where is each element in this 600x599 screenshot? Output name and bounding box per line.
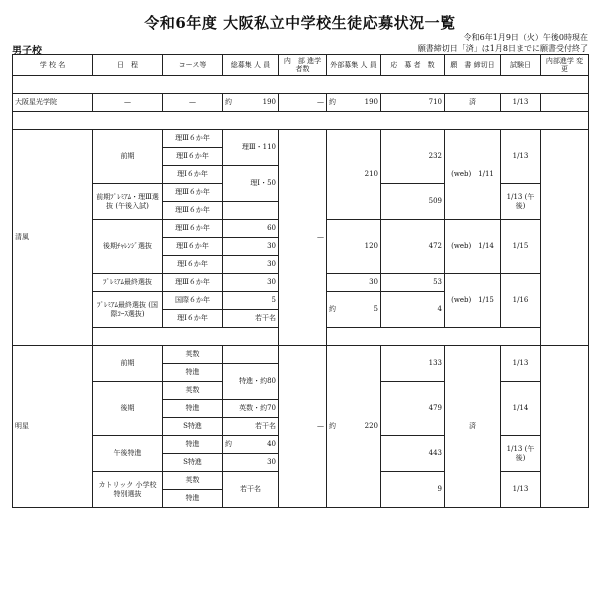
course-cell: 特進 — [163, 364, 223, 382]
header-row — [13, 55, 589, 76]
header-external-quota: 外部募集 人 員 — [327, 55, 381, 76]
schedule-cell: ﾌﾟﾚﾐｱﾑ最終選抜 (国際ｺｰｽ選抜) — [93, 292, 163, 328]
deadline-cell: (web) 1/14 — [445, 220, 501, 274]
applicants-cell: 4 — [381, 292, 445, 328]
exam-date-cell: 1/13 (午後) — [501, 436, 541, 472]
course-cell: 理Ⅰ６か年 — [163, 166, 223, 184]
applicants-cell: 479 — [381, 382, 445, 436]
total-quota-cell — [223, 346, 279, 364]
internal-change-cell — [541, 130, 589, 346]
total-quota-cell: 若干名 — [223, 472, 279, 508]
internal-cell: — — [279, 130, 327, 346]
course-cell: 英数 — [163, 346, 223, 364]
spacer-row — [13, 76, 589, 94]
header-course: コース等 — [163, 55, 223, 76]
total-quota-cell: 30 — [223, 454, 279, 472]
applicants-cell: 472 — [381, 220, 445, 274]
table-row — [13, 94, 589, 112]
total-quota-cell — [223, 202, 279, 220]
internal-cell: — — [279, 94, 327, 112]
course-cell: 特進 — [163, 490, 223, 508]
deadline-cell: 済 — [445, 94, 501, 112]
deadline-cell: (web) 1/11 — [445, 130, 501, 220]
course-cell: 理Ⅰ６か年 — [163, 310, 223, 328]
page-title: 令和6年度 大阪私立中学校生徒応募状況一覧 — [144, 14, 456, 32]
applicant-table — [12, 54, 589, 508]
course-cell: — — [163, 94, 223, 112]
external-quota-cell: 210 — [327, 130, 381, 220]
exam-date-cell: 1/13 — [501, 346, 541, 382]
total-quota-cell: 理Ⅲ・110 — [223, 130, 279, 166]
section-title: 男子校 — [12, 46, 42, 57]
schedule-cell: ﾌﾟﾚﾐｱﾑ最終選抜 — [93, 274, 163, 292]
external-quota-cell: 約 5 — [327, 292, 381, 328]
schedule-cell: 前期 — [93, 346, 163, 382]
course-cell: 理Ⅱ６か年 — [163, 148, 223, 166]
header-schedule: 日 程 — [93, 55, 163, 76]
course-cell: 理Ⅲ６か年 — [163, 202, 223, 220]
as-of-date: 令和6年1月9日（火）午後0時現在 — [463, 33, 588, 42]
course-cell: 特進 — [163, 436, 223, 454]
schedule-cell: 前期ﾌﾟﾚﾐｱﾑ・理Ⅲ選抜 (午後入試) — [93, 184, 163, 220]
applicants-cell: 53 — [381, 274, 445, 292]
internal-change-cell — [541, 94, 589, 112]
course-cell: 英数 — [163, 472, 223, 490]
applicants-cell: 443 — [381, 436, 445, 472]
deadline-note: 願書締切日「済」は1月8日までに願書受付終了 — [417, 44, 588, 53]
table-row — [13, 130, 589, 148]
external-quota-cell: 約 220 — [327, 346, 381, 508]
spacer-row — [93, 328, 541, 346]
total-quota-cell: 30 — [223, 256, 279, 274]
course-cell: 理Ⅰ６か年 — [163, 256, 223, 274]
exam-date-cell: 1/13 (午後) — [501, 184, 541, 220]
exam-date-cell: 1/15 — [501, 220, 541, 274]
internal-change-cell — [541, 346, 589, 508]
header-school: 学 校 名 — [13, 55, 93, 76]
school-name: 大阪星光学院 — [13, 94, 93, 112]
total-quota-cell: 若干名 — [223, 418, 279, 436]
header-internal-change: 内部進学 変更 — [541, 55, 589, 76]
schedule-cell: 午後特進 — [93, 436, 163, 472]
header-exam-date: 試験日 — [501, 55, 541, 76]
external-quota-cell: 120 — [327, 220, 381, 274]
spacer-row — [13, 112, 589, 130]
deadline-cell: (web) 1/15 — [445, 274, 501, 328]
schedule-cell: 前期 — [93, 130, 163, 184]
applicants-cell: 710 — [381, 94, 445, 112]
course-cell: 特進 — [163, 400, 223, 418]
deadline-cell: 済 — [445, 346, 501, 508]
table-row — [13, 346, 589, 364]
course-cell: S特進 — [163, 454, 223, 472]
total-quota-cell: 英数・約70 — [223, 400, 279, 418]
course-cell: 国際６か年 — [163, 292, 223, 310]
course-cell: 理Ⅱ６か年 — [163, 238, 223, 256]
header-total-quota: 総募集 人 員 — [223, 55, 279, 76]
course-cell: 理Ⅲ６か年 — [163, 220, 223, 238]
total-quota-cell: 約 40 — [223, 436, 279, 454]
applicants-cell: 9 — [381, 472, 445, 508]
internal-cell: — — [279, 346, 327, 508]
total-quota-cell: 若干名 — [223, 310, 279, 328]
schedule-cell: 後期 — [93, 382, 163, 436]
exam-date-cell: 1/13 — [501, 472, 541, 508]
course-cell: 理Ⅲ６か年 — [163, 130, 223, 148]
applicants-cell: 509 — [381, 184, 445, 220]
course-cell: S特進 — [163, 418, 223, 436]
applicants-cell: 133 — [381, 346, 445, 382]
total-quota-cell: 60 — [223, 220, 279, 238]
exam-date-cell: 1/13 — [501, 130, 541, 184]
course-cell: 英数 — [163, 382, 223, 400]
schedule-cell: カトリック 小学校 特別選抜 — [93, 472, 163, 508]
total-quota-cell: 約 190 — [223, 94, 279, 112]
header-internal: 内 部 進学者数 — [279, 55, 327, 76]
school-name: 清風 — [13, 130, 93, 346]
exam-date-cell: 1/13 — [501, 94, 541, 112]
total-quota-cell: 30 — [223, 238, 279, 256]
course-cell: 理Ⅲ６か年 — [163, 274, 223, 292]
school-name: 明星 — [13, 346, 93, 508]
applicants-cell: 232 — [381, 130, 445, 184]
exam-date-cell: 1/14 — [501, 382, 541, 436]
total-quota-cell: 5 — [223, 292, 279, 310]
total-quota-cell: 30 — [223, 274, 279, 292]
schedule-cell: — — [93, 94, 163, 112]
header-applicants: 応 募 者 数 — [381, 55, 445, 76]
course-cell: 理Ⅲ６か年 — [163, 184, 223, 202]
total-quota-cell: 特進・約80 — [223, 364, 279, 400]
external-quota-cell: 約 190 — [327, 94, 381, 112]
header-deadline: 願 書 締切日 — [445, 55, 501, 76]
schedule-cell: 後期ﾁｬﾚﾝｼﾞ選抜 — [93, 220, 163, 274]
exam-date-cell: 1/16 — [501, 274, 541, 328]
external-quota-cell: 30 — [327, 274, 381, 292]
total-quota-cell: 理Ⅰ・50 — [223, 166, 279, 202]
